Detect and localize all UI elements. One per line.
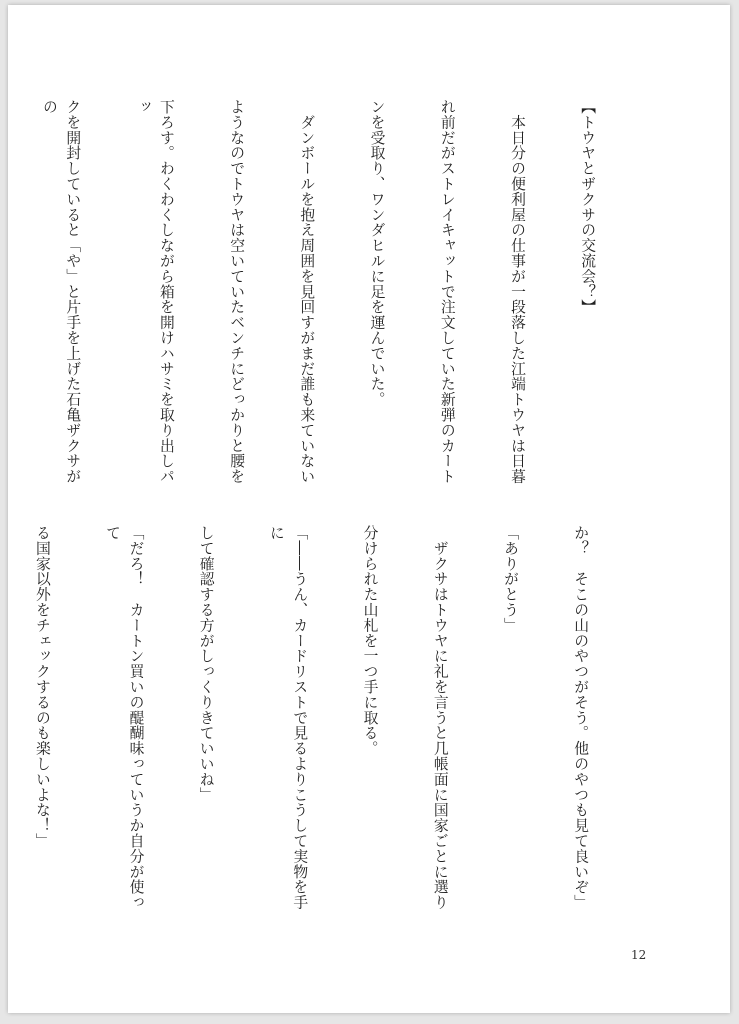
text-line: 下ろす。わくわくしながら箱を開けハサミを取り出しパッ (134, 99, 175, 484)
text-line: 「だろ！ カートン買いの醍醐味っていうか自分が使って (104, 525, 145, 910)
text-line: か？ そこの山のやつがそう。他のやつも見て良いぞ」 (572, 525, 590, 910)
upper-text-block (0, 99, 646, 499)
text-line: 「――うん、カードリストで見るよりこうして実物を手に (267, 525, 309, 910)
lower-text-block (0, 525, 639, 923)
text-line: 【トウヤとザクサの交流会？】 (579, 99, 597, 315)
text-line: クを開封していると「や」と片手を上げた石亀ザクサがの (40, 99, 82, 484)
text-line: 分けられた山札を一つ手に取る。 (361, 525, 379, 756)
text-line: る国家以外をチェックするのも楽しいよな！」 (33, 525, 51, 849)
text-line: 本日分の便利屋の仕事が一段落した江端トウヤは日暮 (508, 99, 526, 484)
text-line: れ前だがストレイキャットで注文していた新弾のカート (438, 99, 456, 484)
text-line: して確認する方がしっくりきていいね」 (197, 525, 215, 803)
text-line: ダンボールを抱え周囲を見回すがまだ誰も来ていない (298, 99, 316, 484)
text-line: 「ありがとう」 (501, 525, 519, 633)
page-number: 12 (631, 948, 647, 962)
book-page (8, 5, 730, 1013)
text-line: ようなのでトウヤは空いていたベンチにどっかりと腰を (228, 99, 246, 484)
text-line: ザクサはトウヤに礼を言うと几帳面に国家ごとに選り (431, 525, 449, 910)
text-line: ンを受取り、ワンダヒルに足を運んでいた。 (368, 99, 386, 407)
